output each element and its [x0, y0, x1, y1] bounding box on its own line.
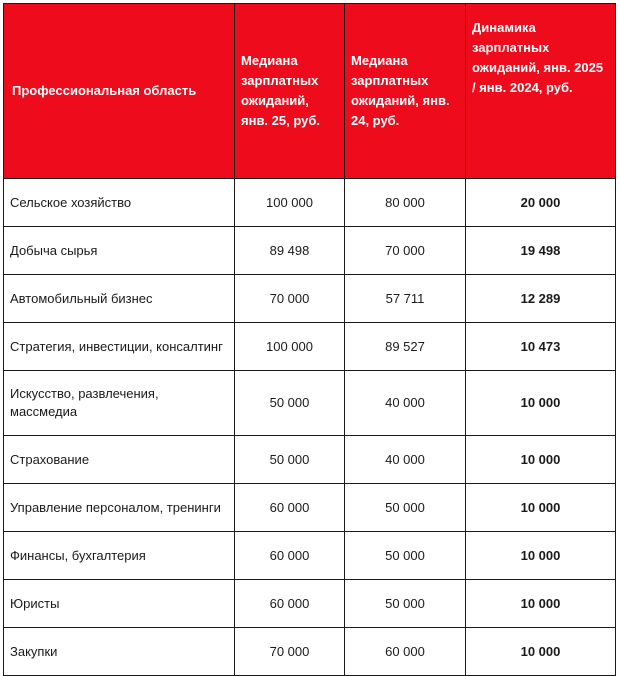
cell-jan25: 60 000 [235, 532, 345, 580]
cell-jan24: 50 000 [345, 484, 466, 532]
cell-area: Добыча сырья [4, 227, 235, 275]
cell-jan24: 60 000 [345, 628, 466, 676]
table-row [4, 532, 616, 580]
cell-jan25: 100 000 [235, 323, 345, 371]
header-area: Профессиональная область [4, 4, 235, 179]
cell-dynamic: 10 000 [466, 371, 616, 436]
table-header [4, 4, 616, 179]
cell-area: Закупки [4, 628, 235, 676]
table-row [4, 227, 616, 275]
cell-area: Финансы, бухгалтерия [4, 532, 235, 580]
cell-dynamic: 20 000 [466, 179, 616, 227]
cell-dynamic: 10 000 [466, 484, 616, 532]
table-row [4, 275, 616, 323]
table-body [4, 179, 616, 676]
cell-jan24: 80 000 [345, 179, 466, 227]
header-jan24: Медиана зарплатных ожиданий, янв. 24, руб. [345, 4, 466, 179]
cell-dynamic: 10 000 [466, 532, 616, 580]
table-row [4, 628, 616, 676]
cell-area: Стратегия, инвестиции, консалтинг [4, 323, 235, 371]
table-row [4, 484, 616, 532]
cell-jan24: 40 000 [345, 371, 466, 436]
cell-jan25: 60 000 [235, 580, 345, 628]
cell-jan25: 70 000 [235, 275, 345, 323]
table-row [4, 179, 616, 227]
cell-jan24: 70 000 [345, 227, 466, 275]
cell-dynamic: 10 000 [466, 628, 616, 676]
table-row [4, 371, 616, 436]
cell-jan24: 89 527 [345, 323, 466, 371]
cell-dynamic: 12 289 [466, 275, 616, 323]
table-row [4, 323, 616, 371]
cell-dynamic: 19 498 [466, 227, 616, 275]
cell-jan25: 60 000 [235, 484, 345, 532]
cell-area: Сельское хозяйство [4, 179, 235, 227]
cell-area: Управление персоналом, тренинги [4, 484, 235, 532]
cell-dynamic: 10 000 [466, 436, 616, 484]
table-row [4, 580, 616, 628]
salary-table [3, 3, 616, 676]
cell-dynamic: 10 473 [466, 323, 616, 371]
cell-jan25: 89 498 [235, 227, 345, 275]
header-jan25: Медиана зарплатных ожиданий, янв. 25, руб. [235, 4, 345, 179]
cell-jan25: 70 000 [235, 628, 345, 676]
header-row [4, 4, 616, 179]
cell-jan24: 57 711 [345, 275, 466, 323]
header-dynamic: Динамика зарплатных ожиданий, янв. 2025 / янв. 2024, руб. [466, 4, 616, 179]
cell-area: Страхование [4, 436, 235, 484]
table-row [4, 436, 616, 484]
cell-dynamic: 10 000 [466, 580, 616, 628]
cell-jan25: 100 000 [235, 179, 345, 227]
cell-area: Искусство, развлечения, массмедиа [4, 371, 235, 436]
cell-jan24: 40 000 [345, 436, 466, 484]
cell-jan25: 50 000 [235, 371, 345, 436]
cell-area: Автомобильный бизнес [4, 275, 235, 323]
cell-jan24: 50 000 [345, 532, 466, 580]
cell-area: Юристы [4, 580, 235, 628]
cell-jan25: 50 000 [235, 436, 345, 484]
cell-jan24: 50 000 [345, 580, 466, 628]
